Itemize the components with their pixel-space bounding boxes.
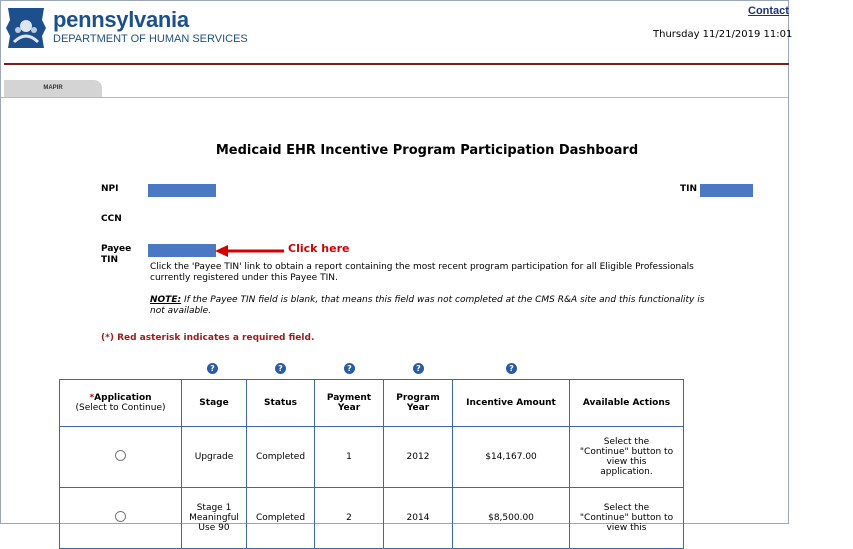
red-arrow-annotation [215,244,285,258]
payee-tin-label-line1: Payee [101,244,132,254]
required-field-note: (*) Red asterisk indicates a required field. [101,333,315,343]
tin-label: TIN [680,184,698,194]
stage-cell: Stage 1 Meaningful Use 90 [182,488,247,549]
col-payment-year: Payment Year [315,380,384,427]
incentive-amount-cell: $8,500.00 [453,488,570,549]
program-year-cell: 2014 [384,488,453,549]
tab-bar [1,78,788,98]
note-label: NOTE: [150,295,182,305]
click-here-annotation: Click here [288,242,350,255]
help-icon-program-year[interactable]: ? [413,363,424,374]
site-header [1,1,793,63]
payee-tin-note [150,295,710,317]
header-divider [4,63,789,65]
npi-label: NPI [101,184,119,194]
payment-year-cell: 1 [315,427,384,488]
tab-mapir[interactable]: MAPIR [4,80,102,97]
payee-tin-instructions: Click the 'Payee TIN' link to obtain a report containing the most recent program participation for all Eligible Professionals currently registered under this Payee TIN. [150,262,694,283]
help-icon-payment-year[interactable]: ? [344,363,355,374]
row-select-cell [60,427,182,488]
contact-link[interactable]: Contact [748,5,789,17]
help-icon-incentive-amount[interactable]: ? [506,363,517,374]
actions-cell: Select the "Continue" button to view this application. [570,427,684,488]
payee-tin-label [101,244,131,266]
row-select-cell [60,488,182,549]
help-icon-stage[interactable]: ? [207,363,218,374]
stage-cell: Upgrade [182,427,247,488]
ccn-label: CCN [101,214,122,224]
application-radio[interactable] [115,511,126,522]
col-program-year: Program Year [384,380,453,427]
department-name: DEPARTMENT OF HUMAN SERVICES [53,33,248,45]
col-stage: Stage [182,380,247,427]
col-status: Status [247,380,315,427]
payment-year-cell: 2 [315,488,384,549]
payee-tin-link-redacted[interactable] [148,244,216,257]
table-header-row [60,380,684,427]
participation-table [59,379,684,549]
table-row [60,488,684,549]
help-icon-status[interactable]: ? [275,363,286,374]
tin-value-redacted [700,184,753,197]
note-text: If the Payee TIN field is blank, that means this field was not completed at the CMS R&A site and this functionality is not available. [150,295,705,316]
col-application: *Application (Select to Continue) [60,380,182,427]
status-cell: Completed [247,488,315,549]
payee-tin-label-line2: TIN [101,255,119,265]
col-incentive-amount: Incentive Amount [453,380,570,427]
col-available-actions: Available Actions [570,380,684,427]
npi-value-redacted [148,184,216,197]
actions-cell: Select the "Continue" button to view this [570,488,684,549]
program-year-cell: 2012 [384,427,453,488]
brand-name: pennsylvania [53,7,189,32]
current-datetime: Thursday 11/21/2019 11:01 [653,29,793,40]
incentive-amount-cell: $14,167.00 [453,427,570,488]
status-cell: Completed [247,427,315,488]
page-title: Medicaid EHR Incentive Program Participation Dashboard [215,143,639,158]
pa-keystone-logo [4,6,48,50]
required-asterisk: * [89,393,95,403]
application-radio[interactable] [115,450,126,461]
table-row [60,427,684,488]
